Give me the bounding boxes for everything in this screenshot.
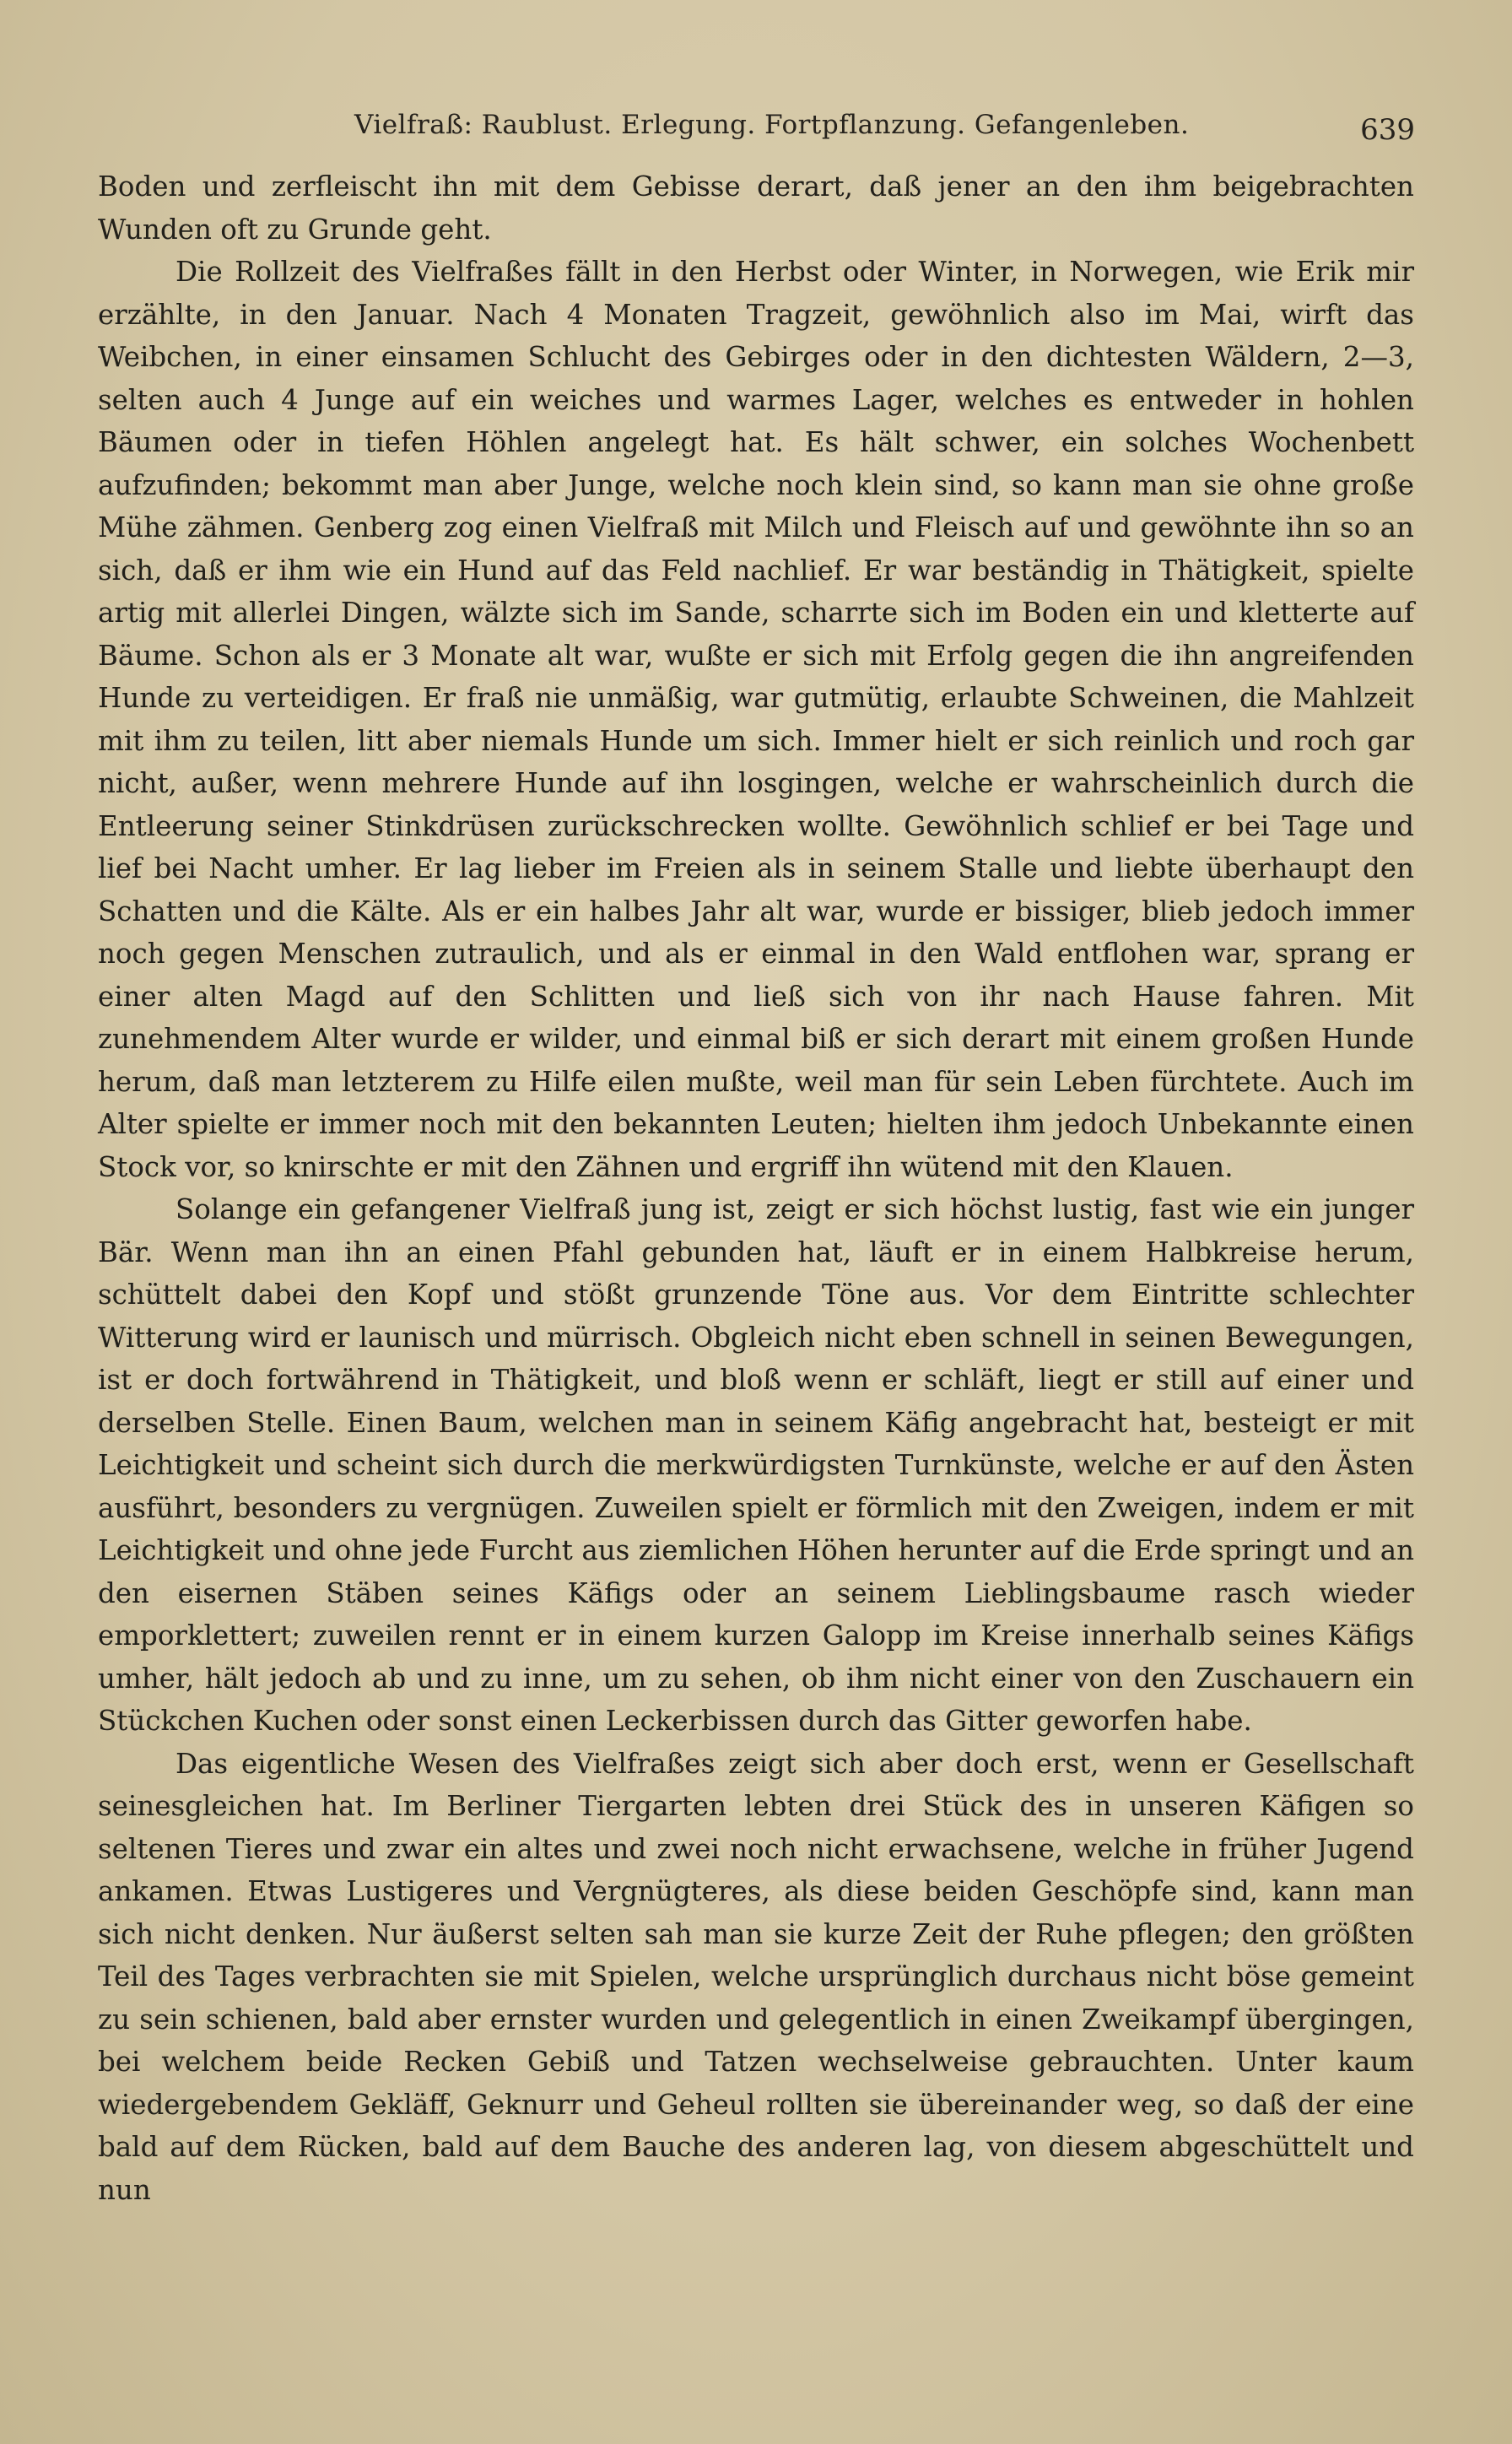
paragraph: Boden und zerfleischt ihn mit dem Gebisse derart, daß jener an den ihm beigebrachten Wunden oft zu Grunde geht. [98, 170, 1414, 246]
page-header [101, 110, 1415, 160]
page-number: 639 [1360, 113, 1415, 147]
body-text [98, 165, 1414, 2211]
paragraph: Das eigentliche Wesen des Vielfraßes zeigt sich aber doch erst, wenn er Gesellschaft seinesgleichen hat. Im Berliner Tiergarten lebten drei Stück des in unseren Käfigen so seltenen Tieres und zwar ein altes und zwei noch nicht erwachsene, welche in früher Jugend ankamen. Etwas Lustigeres und Vergnügteres, als diese beiden Geschöpfe sind, kann man sich nicht denken. Nur äußerst selten sah man sie kurze Zeit der Ruhe pflegen; den größten Teil des Tages verbrachten sie mit Spielen, welche ursprünglich durchaus nicht böse gemeint zu sein schienen, bald aber ernster wurden und gelegentlich in einen Zweikampf übergingen, bei welchem beide Recken Gebiß und Tatzen wechselweise gebrauchten. Unter kaum wiedergebendem Gekläff, Geknurr und Geheul rollten sie übereinander weg, so daß der eine bald auf dem Rücken, bald auf dem Bauche des anderen lag, von diesem abgeschüttelt und nun [98, 1747, 1414, 2206]
paragraph: Die Rollzeit des Vielfraßes fällt in den Herbst oder Winter, in Norwegen, wie Erik mir erzählte, in den Januar. Nach 4 Monaten Tragzeit, gewöhnlich also im Mai, wirft das Weibchen, in einer einsamen Schlucht des Gebirges oder in den dichtesten Wäldern, 2—3, selten auch 4 Junge auf ein weiches und warmes Lager, welches es entweder in hohlen Bäumen oder in tiefen Höhlen angelegt hat. Es hält schwer, ein solches Wochenbett aufzufinden; bekommt man aber Junge, welche noch klein sind, so kann man sie ohne große Mühe zähmen. Genberg zog einen Vielfraß mit Milch und Fleisch auf und gewöhnte ihn so an sich, daß er ihm wie ein Hund auf das Feld nachlief. Er war beständig in Thätigkeit, spielte artig mit allerlei Dingen, wälzte sich im Sande, scharrte sich im Boden ein und kletterte auf Bäume. Schon als er 3 Monate alt war, wußte er sich mit Erfolg gegen die ihn angreifenden Hunde zu verteidigen. Er fraß nie unmäßig, war gutmütig, erlaubte Schweinen, die Mahlzeit mit ihm zu teilen, litt aber niemals Hunde um sich. Immer hielt er sich reinlich und roch gar nicht, außer, wenn mehrere Hunde auf ihn losgingen, welche er wahrscheinlich durch die Entleerung seiner Stinkdrüsen zurückschrecken wollte. Gewöhnlich schlief er bei Tage und lief bei Nacht umher. Er lag lieber im Freien als in seinem Stalle und liebte überhaupt den Schatten und die Kälte. Als er ein halbes Jahr alt war, wurde er bissiger, blieb jedoch immer noch gegen Menschen zutraulich, und als er einmal in den Wald entflohen war, sprang er einer alten Magd auf den Schlitten und ließ sich von ihr nach Hause fahren. Mit zunehmendem Alter wurde er wilder, und einmal biß er sich derart mit einem großen Hunde herum, daß man letzterem zu Hilfe eilen mußte, weil man für sein Leben fürchtete. Auch im Alter spielte er immer noch mit den bekannten Leuten; hielten ihm jedoch Unbekannte einen Stock vor, so knirschte er mit den Zähnen und ergriff ihn wütend mit den Klauen. [98, 256, 1414, 1183]
paragraph: Solange ein gefangener Vielfraß jung ist, zeigt er sich höchst lustig, fast wie ein junger Bär. Wenn man ihn an einen Pfahl gebunden hat, läuft er in einem Halbkreise herum, schüttelt dabei den Kopf und stößt grunzende Töne aus. Vor dem Eintritte schlechter Witterung wird er launisch und mürrisch. Obgleich nicht eben schnell in seinen Bewegungen, ist er doch fortwährend in Thätigkeit, und bloß wenn er schläft, liegt er still auf einer und derselben Stelle. Einen Baum, welchen man in seinem Käfig angebracht hat, besteigt er mit Leichtigkeit und scheint sich durch die merkwürdigsten Turnkünste, welche er auf den Ästen ausführt, besonders zu vergnügen. Zuweilen spielt er förmlich mit den Zweigen, indem er mit Leichtigkeit und ohne jede Furcht aus ziemlichen Höhen herunter auf die Erde springt und an den eisernen Stäben seines Käfigs oder an seinem Lieblingsbaume rasch wieder emporklettert; zuweilen rennt er in einem kurzen Galopp im Kreise innerhalb seines Käfigs umher, hält jedoch ab und zu inne, um zu sehen, ob ihm nicht einer von den Zuschauern ein Stückchen Kuchen oder sonst einen Leckerbissen durch das Gitter geworfen habe. [98, 1193, 1414, 1737]
running-head: Vielfraß: Raublust. Erlegung. Fortpflanzung. Gefangenleben. [354, 110, 1190, 140]
